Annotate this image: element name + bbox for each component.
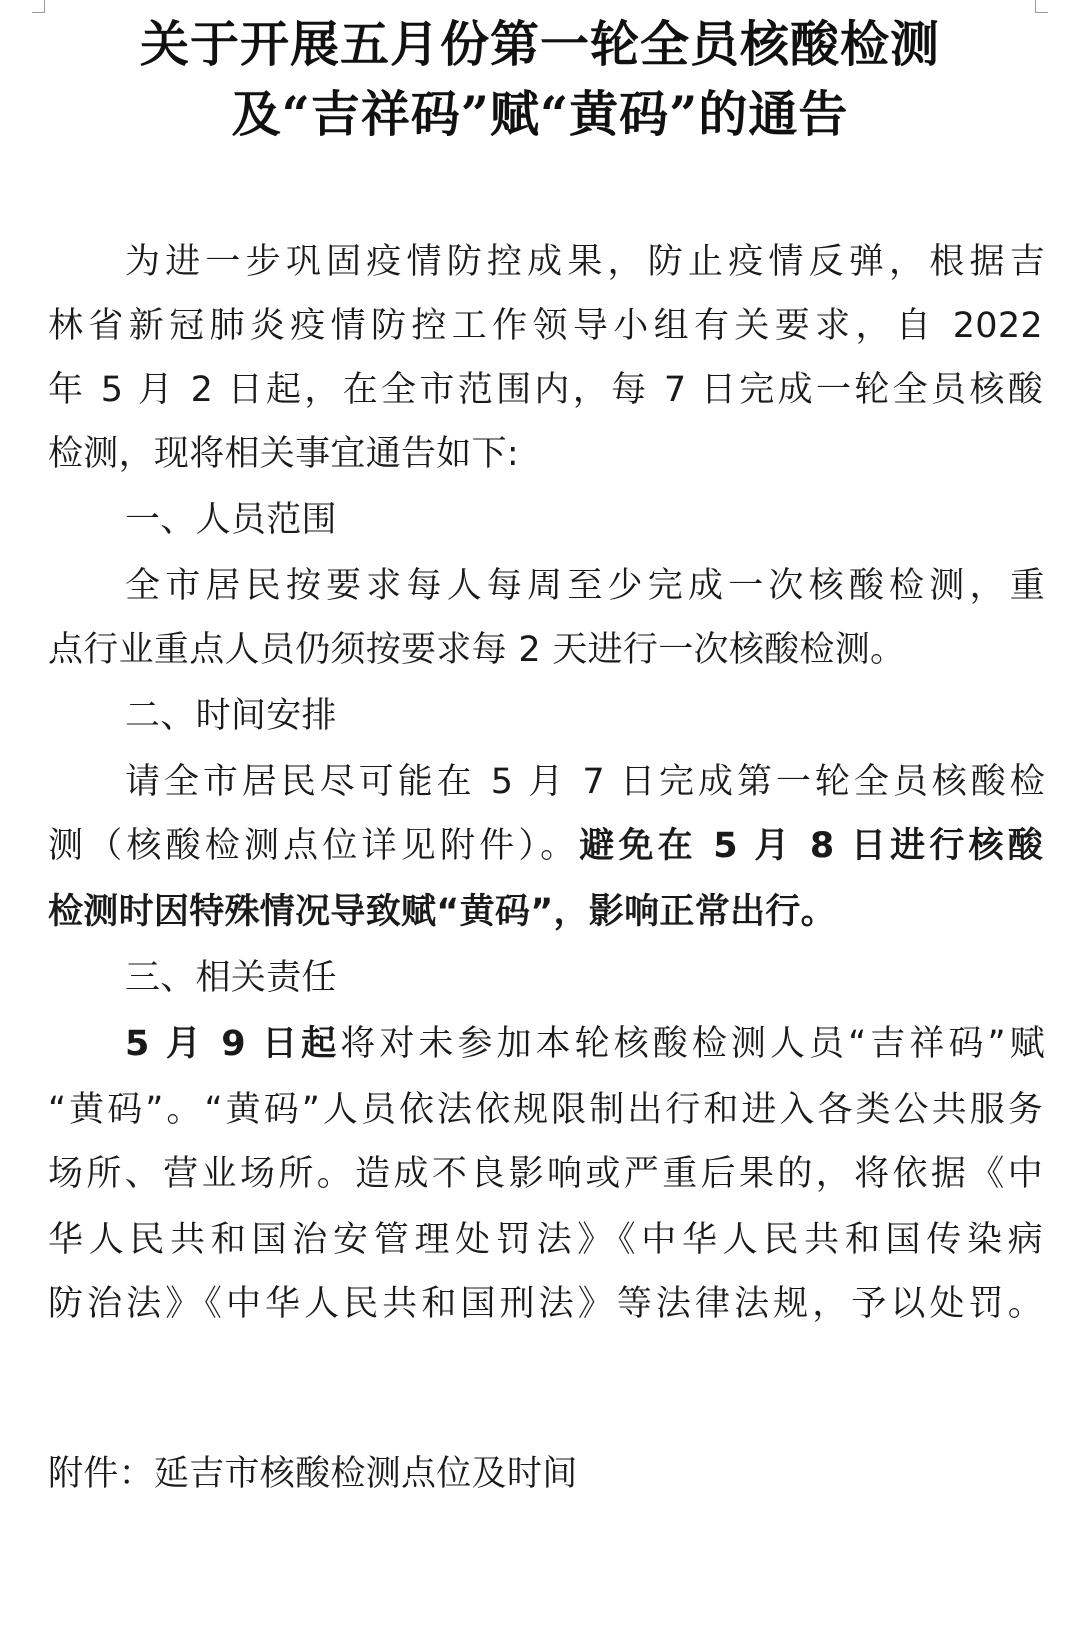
section-2-line-2-normal: 测（核酸检测点位详见附件）。 [48,826,580,866]
intro-line-1: 为进一步巩固疫情防控成果，防止疫情反弹，根据吉 [125,242,1045,282]
section-3-heading: 三、相关责任 [125,958,337,998]
section-3-line-4: 华人民共和国治安管理处罚法》《中华人民共和国传染病 [48,1220,1043,1260]
document-title-line-1: 关于开展五月份第一轮全员核酸检测 [139,15,940,73]
intro-line-3: 年 5 月 2 日起，在全市范围内，每 7 日完成一轮全员核酸 [48,370,1043,410]
section-3-line-5: 防治法》《中华人民共和国刑法》等法律法规，予以处罚。 [48,1284,1043,1324]
section-2-line-2 [48,822,1043,870]
section-3-line-3: 场所、营业场所。造成不良影响或严重后果的，将依据《中 [48,1154,1043,1194]
intro-line-4: 检测，现将相关事宜通告如下: [48,434,519,474]
attachment-note: 附件：延吉市核酸检测点位及时间 [48,1454,578,1494]
section-1-line-2: 点行业重点人员仍须按要求每 2 天进行一次核酸检测。 [48,630,906,670]
section-3-line-1 [125,1020,1045,1068]
document-title-line-2: 及“吉祥码”赋“黄码”的通告 [231,85,849,143]
section-2-line-2-emphasis: 避免在 5 月 8 日进行核酸 [579,826,1044,866]
section-1-line-1: 全市居民按要求每人每周至少完成一次核酸检测，重 [125,566,1045,606]
intro-line-2: 林省新冠肺炎疫情防控工作领导小组有关要求，自 2022 [48,306,1043,346]
page-corner-mark-right [1035,0,1048,13]
section-3-line-1-normal: 将对未参加本轮核酸检测人员“吉祥码”赋 [340,1024,1046,1064]
section-2-line-1: 请全市居民尽可能在 5 月 7 日完成第一轮全员核酸检 [125,762,1045,802]
section-2-line-3-emphasis: 检测时因特殊情况导致赋“黄码”，影响正常出行。 [48,892,836,932]
section-3-line-1-emphasis: 5 月 9 日起 [125,1024,341,1064]
section-1-heading: 一、人员范围 [125,500,337,540]
page-corner-mark-left [32,0,45,13]
section-2-heading: 二、时间安排 [125,696,337,736]
section-3-line-2: “黄码”。“黄码”人员依法依规限制出行和进入各类公共服务 [48,1090,1043,1130]
